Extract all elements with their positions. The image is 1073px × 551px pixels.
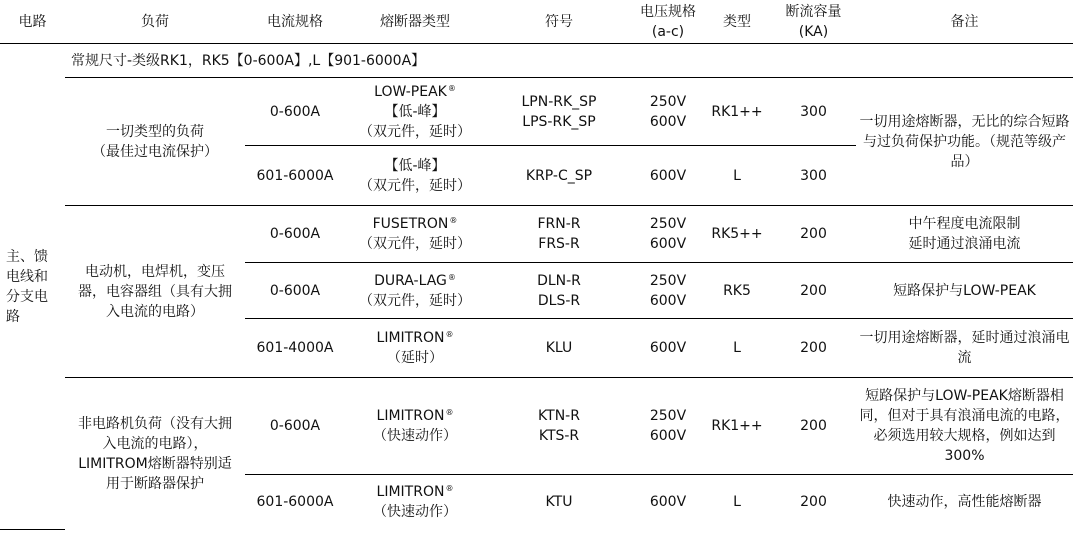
capacity-cell: 200 [771,475,856,530]
fuse-brand: LIMITRON [376,330,445,346]
voltage-cell: 250V 600V [633,378,703,475]
current-rating-cell: 0-600A [245,263,345,319]
note-cell: 一切用途熔断器，无比的综合短路与过负荷保护功能。（规范等级产品） [859,113,1070,170]
table-row [0,378,1073,475]
registered-mark: ® [447,272,456,282]
current-rating-cell: 0-600A [269,103,321,120]
class-cell: RK5 [703,263,771,319]
fuse-type-cell [345,206,485,263]
header-circuit: 电路 [0,0,65,44]
fuse-type-cell [345,146,485,206]
symbol-cell: LPN-RK_SP LPS-RK_SP [521,93,597,130]
symbol-cell: KTN-R KTS-R [485,378,633,475]
fuse-brand: LOW-PEAK [374,83,447,100]
capacity-cell: 200 [771,263,856,319]
voltage-cell: 250V 600V [633,263,703,319]
voltage-cell: 250V 600V [633,206,703,263]
fuse-type-cell [345,378,485,475]
table-row [0,78,1073,146]
voltage-cell: 600V [633,146,703,206]
class-cell: RK1++ [711,103,763,120]
registered-mark: ® [449,216,458,225]
header-notes: 备注 [856,0,1073,44]
fuse-type-cell [345,319,485,378]
class-cell: L [703,146,771,206]
note-cell: 短路保护与LOW-PEAK熔断器相同，但对于具有浪涌电流的电路，必须选用较大规格，例如达到300% [856,378,1073,475]
voltage-cell: 600V [633,475,703,530]
symbol-cell: KTU [485,475,633,530]
class-cell: L [703,319,771,378]
table-row [0,206,1073,263]
fuse-description: （双元件，延时） [359,236,471,252]
fuse-brand: DURA-LAG [374,272,447,289]
fuse-brand: FUSETRON [372,216,449,232]
fuse-description: 【低-峰】 （双元件，延时） [359,103,471,140]
symbol-cell: KRP-C_SP [485,146,633,206]
header-symbol: 符号 [485,0,633,44]
fuse-description: （延时） [387,350,443,366]
registered-mark: ® [447,83,456,93]
class-cell: RK1++ [703,378,771,475]
header-fuse-type: 熔断器类型 [345,0,485,44]
load-nonmotor: 非电路机负荷（没有大拥 入电流的电路）， LIMITROM熔断器特别适 用于断路器保护 [65,378,245,530]
load-general: 一切类型的负荷 （最佳过电流保护） [65,78,245,206]
fuse-description: 【低-峰】 （双元件，延时） [359,157,471,194]
symbol-cell: DLN-R DLS-R [485,263,633,319]
note-cell: 快速动作，高性能熔断器 [856,475,1073,530]
capacity-cell: 300 [800,103,827,120]
header-voltage-rating: 电压规格 (a-c) [633,0,703,44]
fuse-type-cell [345,78,485,146]
load-motor: 电动机，电焊机，变压 器，电容器组（具有大拥 入电流的电路） [65,206,245,378]
category-row [0,44,1073,78]
fuse-brand: LIMITRON [376,408,445,424]
voltage-cell: 600V [633,319,703,378]
fuse-description: （快速动作） [373,428,457,444]
current-rating-cell: 601-6000A [245,146,345,206]
header-class: 类型 [703,0,771,44]
symbol-cell: KLU [485,319,633,378]
header-row [0,0,1073,44]
class-cell: RK5++ [703,206,771,263]
current-rating-cell: 601-4000A [245,319,345,378]
fuse-type-cell [345,475,485,530]
current-rating-cell: 0-600A [245,378,345,475]
note-cell: 中午程度电流限制 延时通过浪涌电流 [856,206,1073,263]
current-rating-cell: 0-600A [245,206,345,263]
registered-mark: ® [445,330,454,339]
registered-mark: ® [445,408,454,417]
capacity-cell: 200 [771,319,856,378]
header-current-rating: 电流规格 [245,0,345,44]
header-interrupting-capacity: 断流容量 (KA) [771,0,856,44]
capacity-cell: 200 [771,206,856,263]
fuse-type-cell [345,263,485,319]
category-label: 常规尺寸-类级RK1，RK5【0-600A】,L【901-6000A】 [65,44,1073,78]
capacity-cell: 200 [771,378,856,475]
fuse-brand: LIMITRON [376,484,445,501]
note-cell: 一切用途熔断器，延时通过浪涌电流 [856,319,1073,378]
circuit-cell: 主、馈 电线和 分支电 路 [0,44,65,530]
class-cell: L [703,475,771,530]
symbol-cell: FRN-R FRS-R [485,206,633,263]
fuse-description: （双元件，延时） [359,292,471,309]
voltage-cell: 250V 600V [649,93,687,130]
capacity-cell: 300 [771,146,856,206]
header-load: 负荷 [65,0,245,44]
note-cell: 短路保护与LOW-PEAK [856,263,1073,319]
current-rating-cell: 601-6000A [245,475,345,530]
registered-mark: ® [445,484,454,494]
fuse-description: （快速动作） [373,504,457,521]
